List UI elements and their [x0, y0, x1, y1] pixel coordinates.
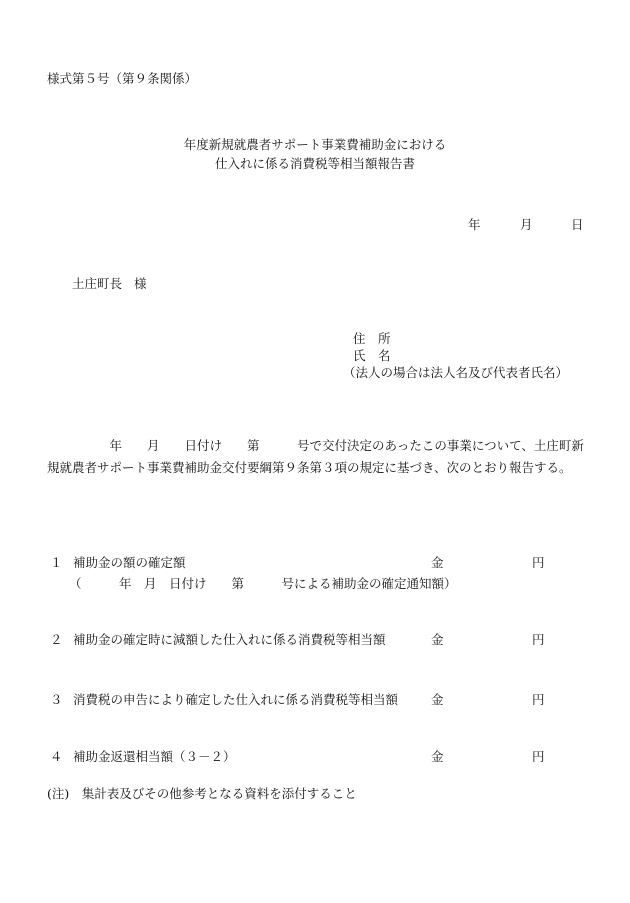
- amount-prefix: 金: [431, 555, 444, 570]
- item-number: ２: [50, 632, 63, 647]
- amount-unit: 円: [532, 692, 545, 707]
- addressee: [72, 274, 147, 292]
- document-title-line1: 年度新規就農者サポート事業費補助金における: [183, 137, 447, 152]
- report-body: [47, 435, 593, 479]
- footnote: (注) 集計表及びその他参考となる資料を添付すること: [47, 786, 357, 801]
- amount-unit: 円: [532, 749, 545, 764]
- item-label: 補助金返還相当額（３－２）: [73, 749, 236, 764]
- item-1-note: （ 年 月 日付け 第 号による補助金の確定通知額）: [69, 576, 457, 591]
- item-label: 消費税の申告により確定した仕入れに係る消費税等相当額: [73, 692, 399, 707]
- item-number: ３: [50, 692, 63, 707]
- addressee-name: 土庄町長: [72, 276, 123, 291]
- document-title-line2: 仕入れに係る消費税等相当額報告書: [214, 156, 415, 171]
- amount-prefix: 金: [431, 692, 444, 707]
- addressee-honorific: 様: [134, 276, 147, 291]
- report-body-line2: 規就農者サポート事業費補助金交付要綱第９条第３項の規定に基づき、次のとおり報告する。: [47, 460, 572, 475]
- amount-unit: 円: [532, 555, 545, 570]
- amount-unit: 円: [532, 632, 545, 647]
- form-number: 様式第５号（第９条関係）: [47, 71, 198, 86]
- address-label: 住 所: [353, 331, 391, 346]
- name-label: 氏 名: [353, 348, 391, 363]
- date-month-label: 月: [520, 217, 533, 232]
- item-number: ４: [50, 749, 63, 764]
- amount-prefix: 金: [431, 749, 444, 764]
- item-label: 補助金の確定時に減額した仕入れに係る消費税等相当額: [73, 632, 386, 647]
- report-body-line1: 年 月 日付け 第 号で交付決定のあったこの事業について、土庄町新: [47, 438, 584, 453]
- applicant-block: [343, 330, 568, 381]
- item-label: 補助金の額の確定額: [73, 555, 186, 570]
- corporate-note: （法人の場合は法人名及び代表者氏名）: [343, 365, 569, 380]
- date-day-label: 日: [571, 217, 584, 232]
- date-year-label: 年: [468, 217, 481, 232]
- amount-prefix: 金: [431, 632, 444, 647]
- item-number: １: [50, 555, 63, 570]
